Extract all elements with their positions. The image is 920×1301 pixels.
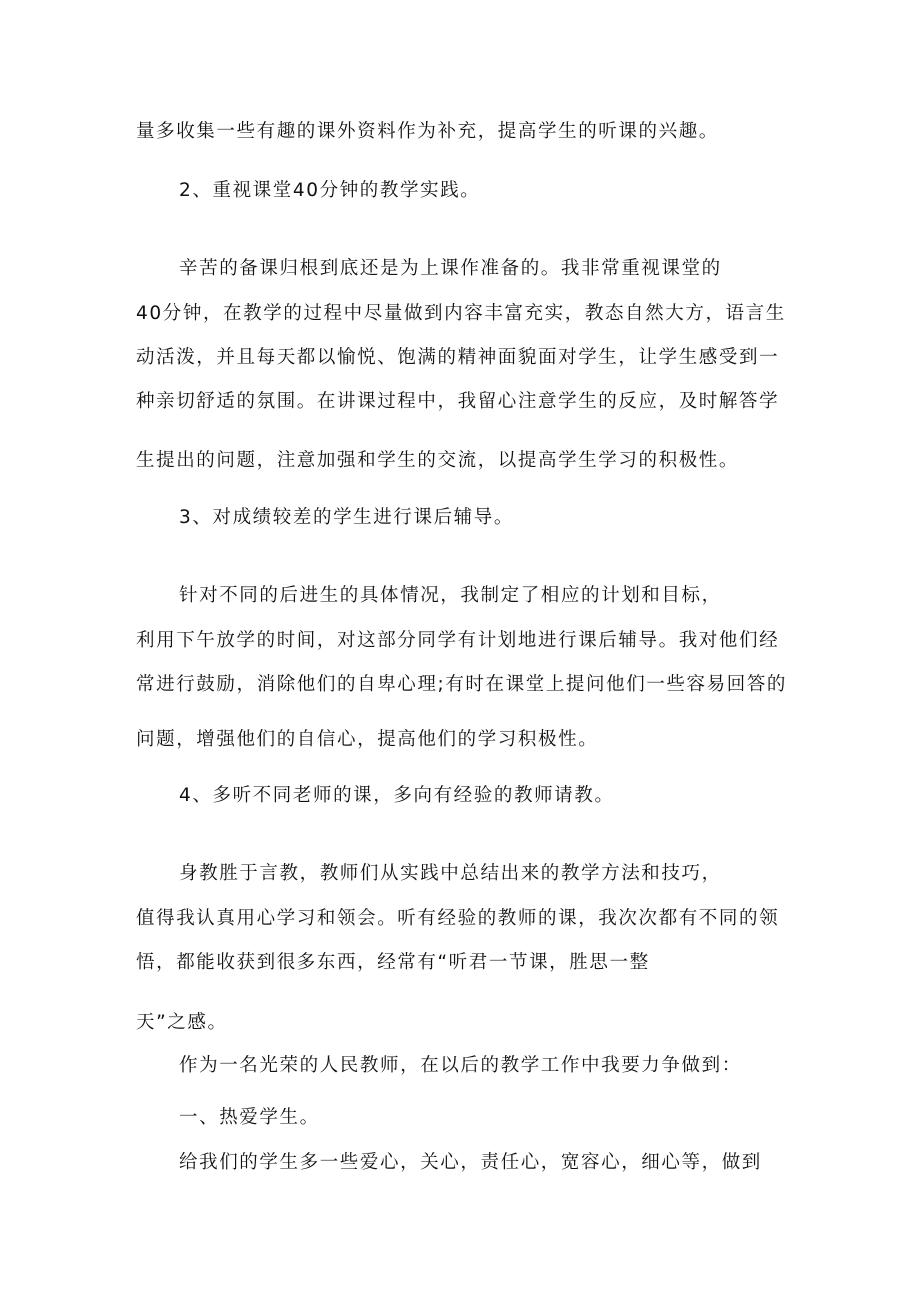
section-heading-4: 4、多听不同老师的课，多向有经验的教师请教。 xyxy=(179,785,615,806)
text-line-17: 天”之感。 xyxy=(136,1012,228,1033)
text-line-15: 值得我认真用心学习和领会。听有经验的教师的课，我次次都有不同的领 xyxy=(136,908,780,929)
text-line-10: 利用下午放学的时间，对这部分同学有计划地进行课后辅导。我对他们经 xyxy=(136,630,780,651)
text-line-7: 生提出的问题，注意加强和学生的交流，以提高学生学习的积极性。 xyxy=(136,450,740,471)
text-line-9: 针对不同的后进生的具体情况，我制定了相应的计划和目标， xyxy=(179,585,722,606)
section-heading-3: 3、对成绩较差的学生进行课后辅导。 xyxy=(179,507,514,528)
text-line-18: 作为一名光荣的人民教师，在以后的教学工作中我要力争做到： xyxy=(179,1055,742,1076)
text-line-1: 量多收集一些有趣的课外资料作为补充，提高学生的听课的兴趣。 xyxy=(136,121,719,142)
text-line-14: 身教胜于言教，教师们从实践中总结出来的教学方法和技巧， xyxy=(179,863,722,884)
text-line-6: 种亲切舒适的氛围。在讲课过程中，我留心注意学生的反应，及时解答学 xyxy=(136,391,780,412)
text-line-4: 40分钟，在教学的过程中尽量做到内容丰富充实，教态自然大方，语言生 xyxy=(136,303,786,324)
text-line-5: 动活泼，并且每天都以愉悦、饱满的精神面貌面对学生，让学生感受到一 xyxy=(136,347,780,368)
section-heading-one: 一、热爱学生。 xyxy=(179,1107,320,1128)
text-line-11: 常进行鼓励，消除他们的自卑心理;有时在课堂上提问他们一些容易回答的 xyxy=(136,674,788,695)
text-line-3: 辛苦的备课归根到底还是为上课作准备的。我非常重视课堂的 xyxy=(179,258,722,279)
text-line-12: 问题，增强他们的自信心，提高他们的学习积极性。 xyxy=(136,729,599,750)
section-heading-2: 2、重视课堂40分钟的教学实践。 xyxy=(179,180,481,201)
text-line-16: 悟，都能收获到很多东西，经常有“听君一节课，胜思一整 xyxy=(136,952,650,973)
text-line-20: 给我们的学生多一些爱心，关心，责任心，宽容心，细心等，做到 xyxy=(179,1152,762,1173)
